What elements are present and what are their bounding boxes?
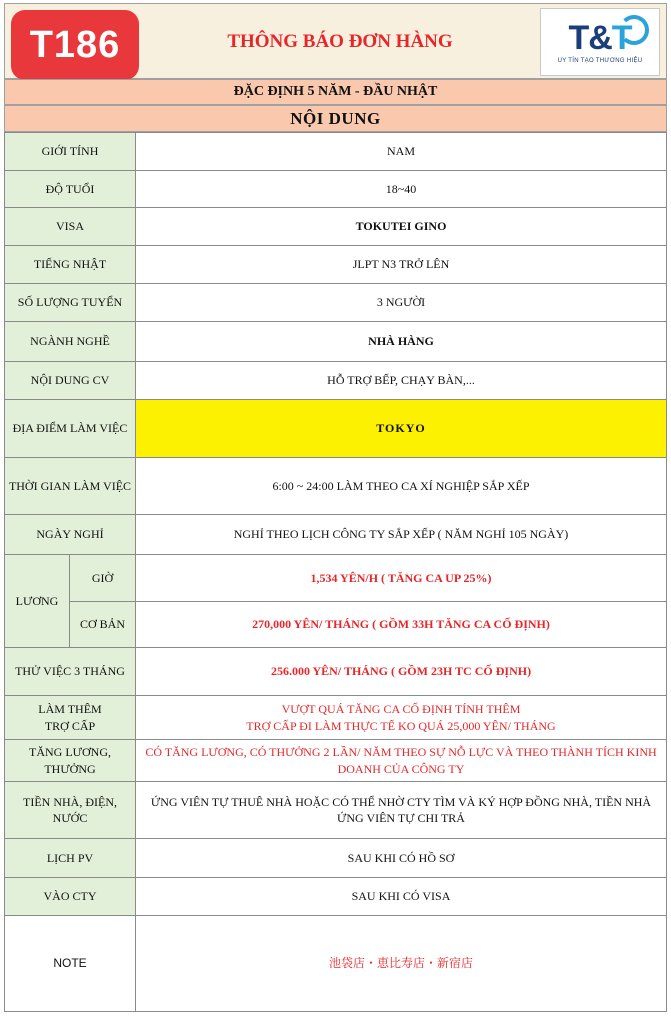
notice-title: THÔNG BÁO ĐƠN HÀNG bbox=[227, 31, 453, 52]
logo-text-right: T bbox=[611, 18, 632, 57]
row-value: TOKUTEI GINO bbox=[136, 208, 667, 246]
row-label: LỊCH PV bbox=[5, 839, 136, 878]
row-label: TIỀN NHÀ, ĐIỆN, NƯỚC bbox=[5, 782, 136, 839]
row-label: TIẾNG NHẬT bbox=[5, 246, 136, 284]
company-logo bbox=[540, 8, 660, 76]
row-location bbox=[5, 400, 667, 458]
row-label: NGÀNH NGHỀ bbox=[5, 322, 136, 362]
row-value: NHÀ HÀNG bbox=[136, 322, 667, 362]
row-hours bbox=[5, 458, 667, 515]
row-label: SỐ LƯỢNG TUYỂN bbox=[5, 284, 136, 322]
row-label: VISA bbox=[5, 208, 136, 246]
row-age bbox=[5, 171, 667, 208]
row-label: NGÀY NGHỈ bbox=[5, 515, 136, 555]
row-value: 6:00 ~ 24:00 LÀM THEO CA XÍ NGHIỆP SẮP XẾP bbox=[136, 458, 667, 515]
logo-text-left: T& bbox=[568, 18, 612, 57]
job-notice-sheet bbox=[4, 3, 667, 1017]
row-housing bbox=[5, 782, 667, 839]
row-value: 18~40 bbox=[136, 171, 667, 208]
row-label: TĂNG LƯƠNG, THƯỞNG bbox=[5, 740, 136, 782]
row-value: SAU KHI CÓ HỒ SƠ bbox=[136, 839, 667, 878]
row-label: NỘI DUNG CV bbox=[5, 362, 136, 400]
allowance-value-line1: VƯỢT QUÁ TĂNG CA CỐ ĐỊNH TÍNH THÊM bbox=[281, 702, 521, 717]
row-value: ỨNG VIÊN TỰ THUÊ NHÀ HOẶC CÓ THỂ NHỜ CTY TÌM VÀ KÝ HỢP ĐỒNG NHÀ, TIỀN NHÀ ỨNG VIÊN TỰ CHI TRẢ bbox=[136, 782, 667, 839]
note-label: NOTE bbox=[5, 916, 136, 1012]
row-label: THỬ VIỆC 3 THÁNG bbox=[5, 648, 136, 696]
allowance-label-line2: TRỢ CẤP bbox=[44, 718, 96, 733]
probation-value: 256.000 YÊN/ THÁNG ( GỒM 23H TC CỐ ĐỊNH) bbox=[136, 648, 667, 696]
row-label: ĐỘ TUỔI bbox=[5, 171, 136, 208]
section-title: NỘI DUNG bbox=[4, 105, 667, 132]
row-value: 3 NGƯỜI bbox=[136, 284, 667, 322]
row-value: NAM bbox=[136, 133, 667, 171]
row-value: NGHỈ THEO LỊCH CÔNG TY SẮP XẾP ( NĂM NGHỈ 105 NGÀY) bbox=[136, 515, 667, 555]
allowance-label-line1: LÀM THÊM bbox=[38, 702, 102, 717]
note-value: 池袋店・恵比寿店・新宿店 bbox=[136, 916, 667, 1012]
location-value: TOKYO bbox=[136, 400, 667, 458]
salary-hourly-value: 1,534 YÊN/H ( TĂNG CA UP 25%) bbox=[136, 555, 667, 602]
order-code-badge: T186 bbox=[11, 10, 139, 80]
salary-base-value: 270,000 YÊN/ THÁNG ( GỒM 33H TĂNG CA CỐ ĐỊNH) bbox=[136, 602, 667, 648]
row-label: THỜI GIAN LÀM VIỆC bbox=[5, 458, 136, 515]
row-gender bbox=[5, 133, 667, 171]
row-salary-hourly bbox=[5, 555, 667, 602]
row-label bbox=[5, 696, 136, 740]
allowance-value-line2: TRỢ CẤP ĐI LÀM THỰC TẾ KO QUÁ 25,000 YÊN/ THÁNG bbox=[246, 718, 556, 733]
row-label: VÀO CTY bbox=[5, 878, 136, 916]
allowance-value bbox=[136, 696, 667, 740]
row-allowance bbox=[5, 696, 667, 740]
row-label: GIỚI TÍNH bbox=[5, 133, 136, 171]
row-label: ĐỊA ĐIỂM LÀM VIỆC bbox=[5, 400, 136, 458]
salary-hourly-label: GIỜ bbox=[70, 555, 136, 602]
header bbox=[4, 3, 667, 79]
logo-ring-icon bbox=[619, 15, 649, 45]
details-table bbox=[4, 132, 667, 1012]
salary-base-label: CƠ BẢN bbox=[70, 602, 136, 648]
row-job bbox=[5, 362, 667, 400]
row-japanese bbox=[5, 246, 667, 284]
row-note bbox=[5, 916, 667, 1012]
row-interview bbox=[5, 839, 667, 878]
salary-label: LƯƠNG bbox=[5, 555, 70, 648]
row-salary-base bbox=[5, 602, 667, 648]
raise-value: CÓ TĂNG LƯƠNG, CÓ THƯỞNG 2 LẦN/ NĂM THEO SỰ NỖ LỰC VÀ THEO THÀNH TÍCH KINH DOANH CỦA CÔNG TY bbox=[136, 740, 667, 782]
row-value: JLPT N3 TRỞ LÊN bbox=[136, 246, 667, 284]
logo-tagline: UY TÍN TẠO THƯƠNG HIỆU bbox=[557, 57, 643, 64]
row-raise bbox=[5, 740, 667, 782]
row-start bbox=[5, 878, 667, 916]
row-value: SAU KHI CÓ VISA bbox=[136, 878, 667, 916]
row-value: HỖ TRỢ BẾP, CHẠY BÀN,... bbox=[136, 362, 667, 400]
row-quantity bbox=[5, 284, 667, 322]
row-industry bbox=[5, 322, 667, 362]
row-dayoff bbox=[5, 515, 667, 555]
row-visa bbox=[5, 208, 667, 246]
program-subtitle: ĐẶC ĐỊNH 5 NĂM - ĐẦU NHẬT bbox=[4, 79, 667, 105]
row-probation bbox=[5, 648, 667, 696]
